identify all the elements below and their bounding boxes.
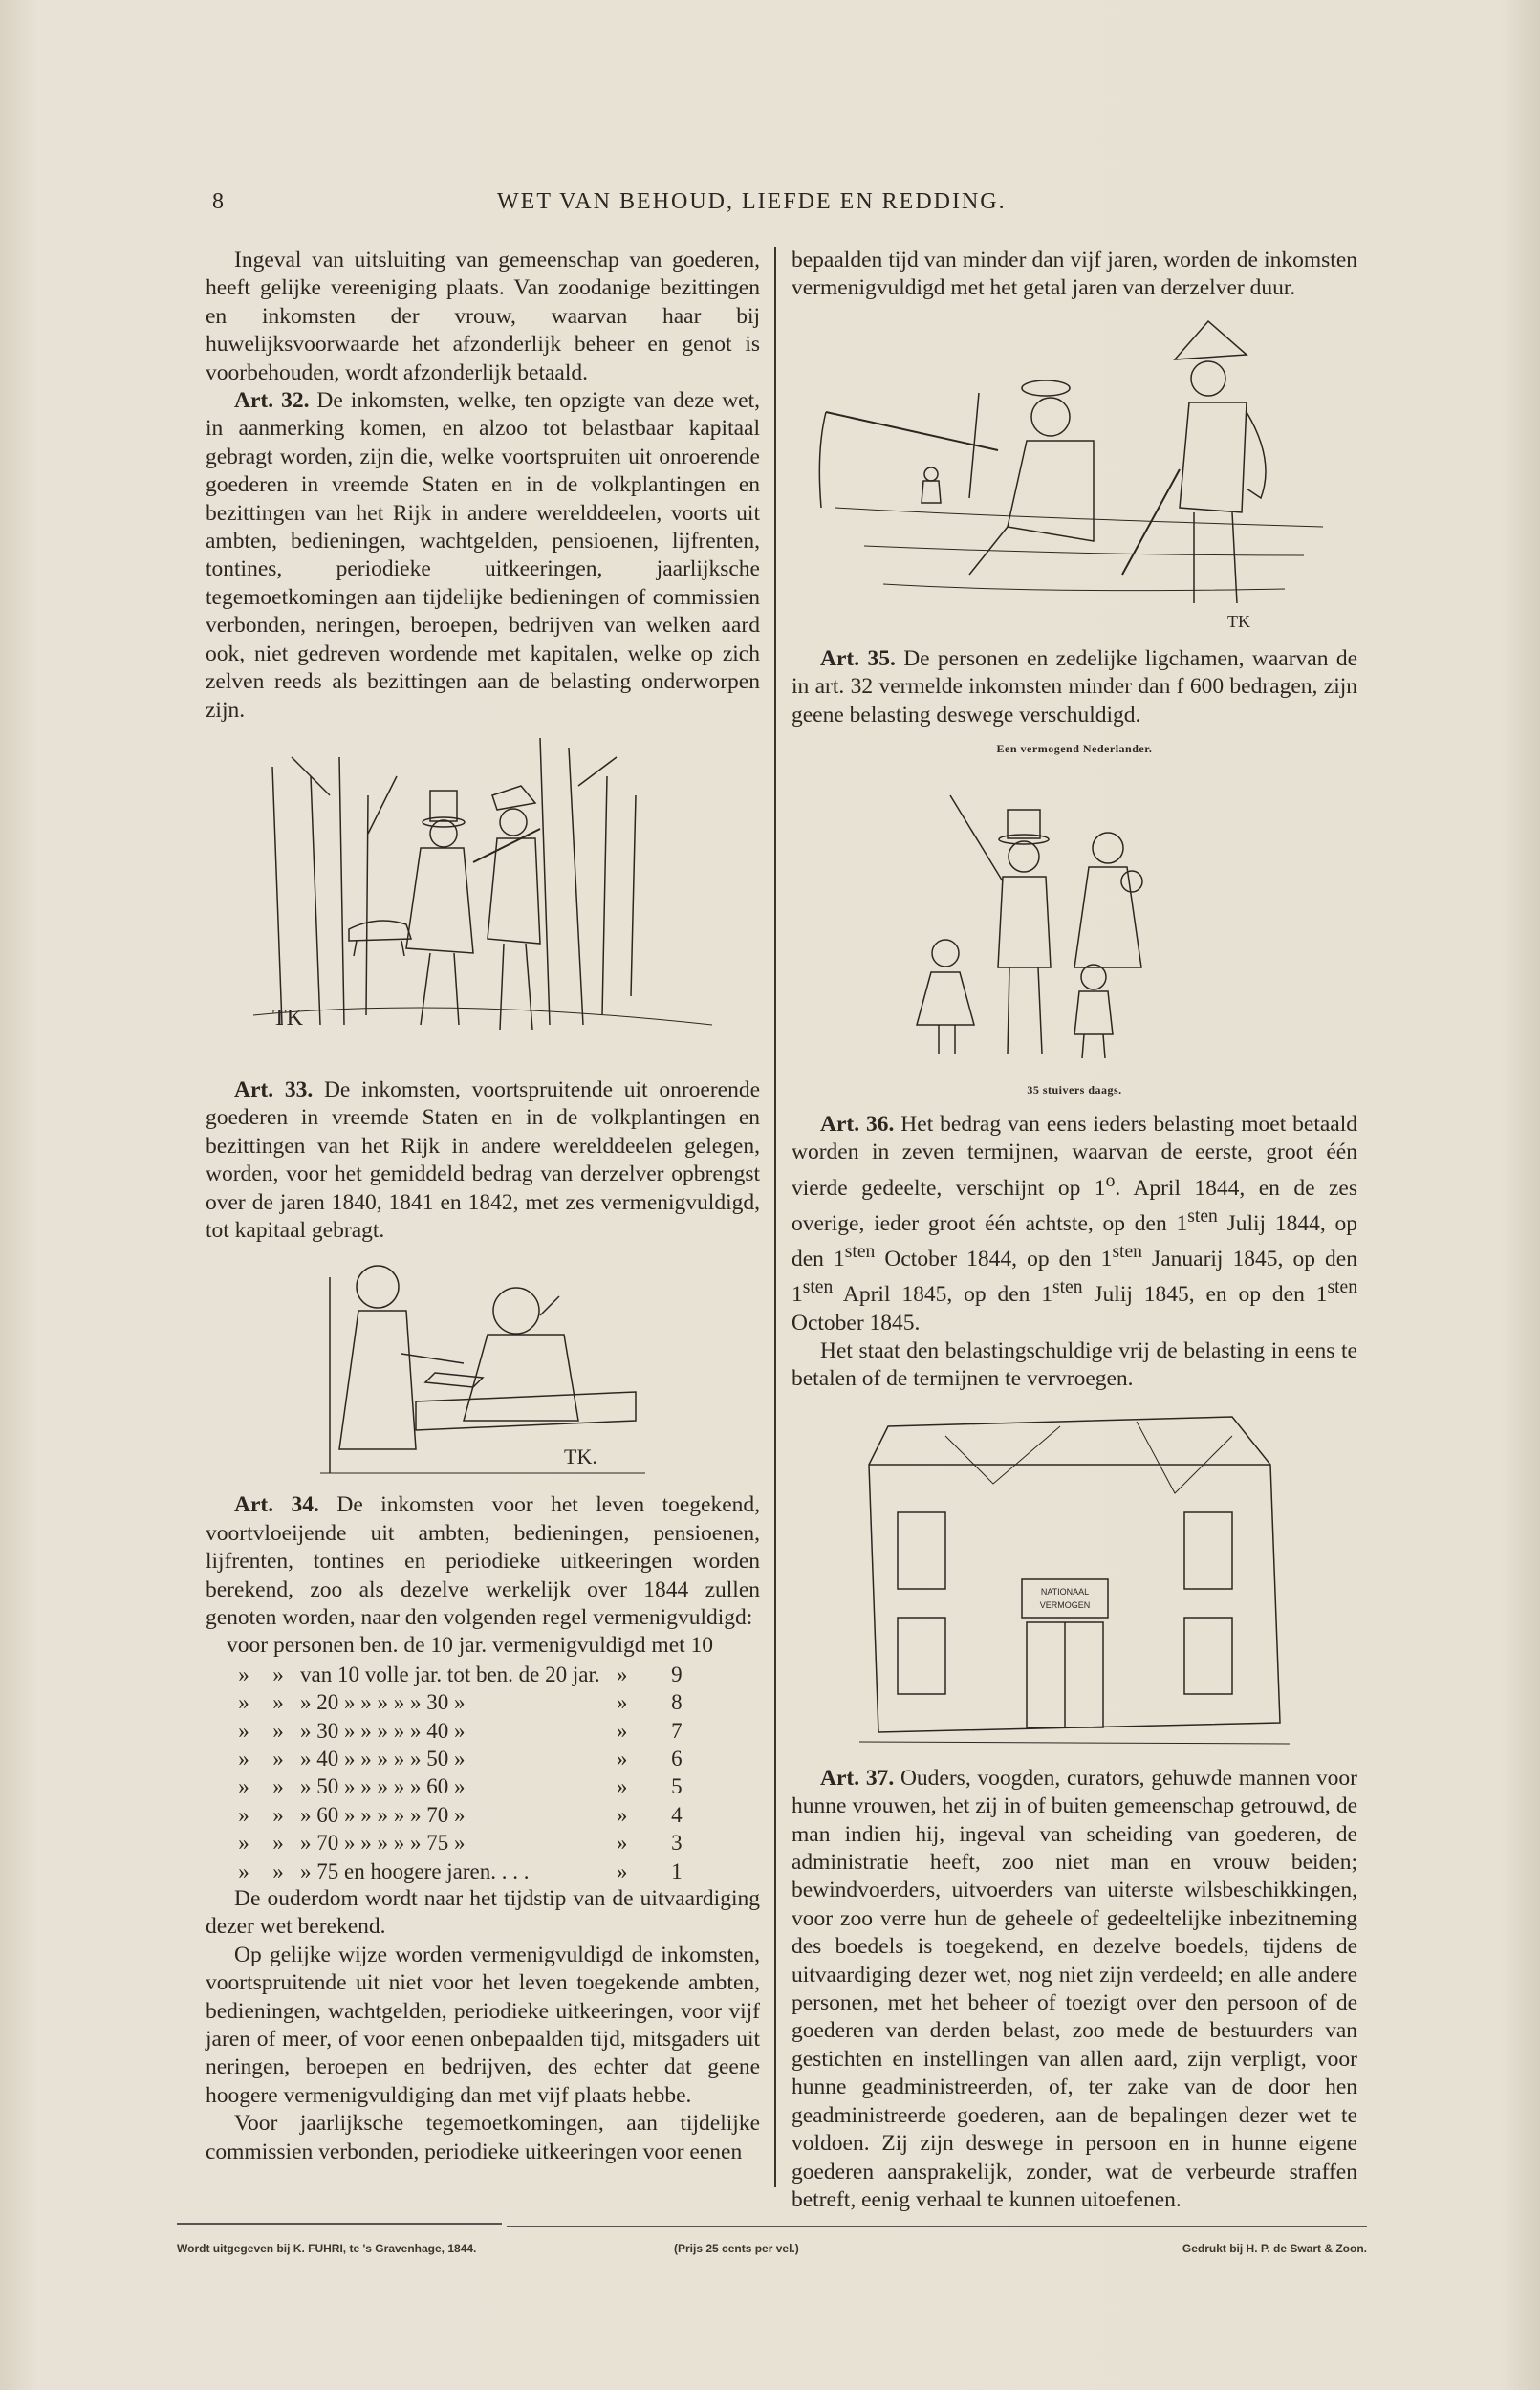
building [869,1417,1280,1732]
paragraph-continued: bepaalden tijd van minder dan vijf jaren, worden de inkomsten vermenigvuldigd met het getal jaren van derzelver duur. [792,248,1357,301]
multiplier: 8 [671,1690,683,1715]
building-sign-line1: NATIONAAL [1040,1586,1090,1597]
illustration-2-signature: TK. [564,1445,597,1469]
multiplier: 1 [671,1858,683,1883]
age-range: van 10 volle jar. tot ben. de 20 jar. [300,1662,600,1686]
paragraph-jaarlijksche: Voor jaarlijksche tegemoetkomingen, aan tijdelijke commissien verbonden, periodieke uitkeeringen voor eenen [206,2111,760,2164]
multiplier: 9 [671,1662,683,1686]
illustration-family [902,776,1247,1063]
article-37-text: Ouders, voogden, curators, gehuwde mannen voor hunne vrouwen, het zij in of buiten gemeenschap getrouwd, de man indien hij, ingeval van scheiding van goederen, de administratie heeft, zoo niet man en vrouw beiden; bewindvoerders, uitvoerders van uiterste wilsbeschikkingen, voor zoo verre hun de geheele of gedeeltelijke inbezitneming des boedels is toegekend, en dezelve boedels, tijdens de uitvaardiging dezer wet, nog niet zijn verdeeld; en alle andere personen, met het beheer of toezigt over den persoon of de goederen van derden belast, zoo mede de bestuurders van gestichten en instellingen van allen aard, zijn verpligt, voor hunne geadministreerden, of, ter zake van de door hen geadministreerde goederen, aan de bepalingen dezer wet te voldoen. Zij zijn deswege in persoon en in hunne eigene goederen aansprakelijk, zonder, wat de verbeurde straffen betreft, eenig verhaal te kunnen uitoefenen. [792,1765,1358,2212]
article-33 [206,1076,760,1245]
standing-man [339,1266,464,1449]
dog [349,921,411,956]
illustration-two-men-in-forest [253,738,712,1063]
multiplier: 3 [671,1831,683,1856]
table-row: » » » 30 » » » » » 40 » » 7 [227,1717,687,1745]
running-head [201,189,1377,228]
footer [177,2242,1367,2263]
illustration-two-men-at-desk [320,1258,645,1478]
multiplier-first-row: voor personen ben. de 10 jar. vermenigvuldigd met 10 [227,1633,714,1659]
building-sign [1022,1579,1108,1618]
father-with-top-hat [950,795,1051,1054]
article-33-label: Art. 33. [234,1076,314,1102]
article-36-label: Art. 36. [820,1111,895,1137]
article-34-text: De inkomsten voor het leven toegekend, voortvloeijende uit ambten, bedieningen, pensioenen, lijfrenten, tontines en periodieke uitkeeringen worden berekend, zoo als dezelve werkelijk over 1844 zullen genoten worden, naar den volgenden regel vermenigvuldigd: [206,1492,761,1630]
multiplier: 7 [671,1718,683,1743]
man-with-top-hat [406,791,473,1025]
running-title: WET VAN BEHOUD, LIEFDE EN REDDING. [497,189,1007,214]
age-range: » 75 en hoogere jaren. . . . [300,1858,530,1883]
multiplier: 4 [671,1802,683,1827]
desk [416,1373,636,1430]
mother-with-baby [1074,833,1142,967]
table-row: » » » 50 » » » » » 60 » » 5 [227,1772,687,1800]
age-range: » 30 » » » » » 40 » [300,1718,466,1743]
seated-fisherman [969,380,1094,575]
boy-child [1074,965,1113,1058]
article-32-label: Art. 32. [234,388,310,414]
table-row: » » » 60 » » » » » 70 » » 4 [227,1801,687,1829]
age-range: » 50 » » » » » 60 » [300,1774,466,1799]
page-number: 8 [212,189,226,214]
article-35-text: De personen en zedelijke ligchamen, waarvan de in art. 32 vermelde inkomsten minder dan f 600 bedragen, zijn geene belasting deswege verschuldigd. [792,645,1358,728]
age-range: » 20 » » » » » 30 » [300,1690,466,1715]
illustration-crumbling-building [850,1407,1299,1751]
illustration-1-signature: TK [272,1005,303,1031]
girl-child [917,940,974,1054]
background-figure [922,467,941,503]
right-column [792,247,1357,2214]
article-35-label: Art. 35. [820,645,896,671]
illustration-3-signature: TK [1227,611,1250,631]
footer-rule-right [507,2226,1367,2227]
multiplier: 5 [671,1774,683,1799]
caption-vermogend-nederlander: Een vermogend Nederlander. [996,742,1153,756]
age-range: » 60 » » » » » 70 » [300,1802,466,1827]
article-34-label: Art. 34. [234,1492,319,1518]
man-with-gun [473,786,540,1030]
fishing-rod [819,393,998,508]
paragraph-staat: Het staat den belastingschuldige vrij de belasting in eens te betalen of de termijnen te vervroegen. [792,1338,1357,1392]
article-35 [792,645,1357,729]
footer-rule-left [177,2223,502,2225]
age-range: » 70 » » » » » 75 » [300,1831,466,1856]
paragraph-gelijke-wijze: Op gelijke wijze worden vermenigvuldigd de inkomsten, voortspruitende uit niet voor het leven toegekende ambten, bedieningen, wachtgelden, periodieke uitkeeringen, voor vijf jaren of meer, of voor eenen onbepaalden tijd, mitsgaders uit neringen, beroepen en bedrijven, des echter dat geene hoogere vermenigvuldiging dan met vijf plaats hebbe. [206,1942,760,2108]
paragraph-intro: Ingeval van uitsluiting van gemeenschap van goederen, heeft gelijke vereeniging plaats. Van zoodanige bezittingen en inkomsten der vrouw, waarvan haar bij huwelijksvoorwaarde het afzonderlijk beheer en genot is voorbehouden, wordt afzonderlijk betaald. [206,248,760,385]
building-sign-line2: VERMOGEN [1039,1599,1091,1610]
footer-publisher: Wordt uitgegeven bij K. FUHRI, te 's Gravenhage, 1844. [177,2242,477,2255]
table-row: » » » 75 en hoogere jaren. . . . » 1 [227,1858,687,1885]
article-32-text: De inkomsten, welke, ten opzigte van deze wet, in aanmerking komen, en alzoo tot belastbaar kapitaal gebragt worden, zijn die, welke voortspruiten uit onroerende goederen in vreemde Staten en in de volkplantingen en bezittingen van het Rijk in andere werelddeelen, voorts uit ambten, bedieningen, wachtgelden, pensioenen, lijfrenten, tontines, periodieke uitkeeringen, jaarlijksche tegemoetkomingen aan tijdelijke bedieningen of commissien verbonden, neringen, beroepen, bedrijven van welken aard ook, niet gedreven wordende met kapitalen, welke op zich zelven reeds als bezittingen aan de belasting onderworpen zijn. [206,388,760,723]
article-34 [206,1491,760,1632]
multiplier: 6 [671,1747,683,1771]
table-row: » » » 20 » » » » » 30 » » 8 [227,1688,687,1716]
article-32 [206,387,760,725]
column-divider [774,247,776,2187]
seated-man [464,1288,578,1421]
paragraph-ouderdom: De ouderdom wordt naar het tijdstip van de uitvaardiging dezer wet berekend. [206,1886,760,1940]
article-37 [792,1765,1357,2215]
footer-price: (Prijs 25 cents per vel.) [674,2242,799,2255]
caption-stuivers-daags: 35 stuivers daags. [1027,1083,1122,1097]
illustration-fisherman-and-official [807,316,1342,632]
table-row: » » van 10 volle jar. tot ben. de 20 jar. » 9 [227,1661,687,1688]
article-33-text: De inkomsten, voortspruitende uit onroerende goederen in vreemde Staten en in de volkplantingen en bezittingen van het Rijk in andere werelddeelen gelegen, worden, voor het gemiddeld bedrag van derzelver opbrengst over de jaren 1840, 1841 en 1842, met zes vermenigvuldigd, tot kapitaal gebragt. [206,1076,761,1243]
table-row: » » » 40 » » » » » 50 » » 6 [227,1745,687,1772]
official-with-bicorne [1122,321,1266,603]
article-36: Art. 36. Het bedrag van eens ieders belasting moet betaald worden in zeven termijnen, waarvan de eerste, groot één vierde gedeelte, verschijnt op 1$^o$. April 1844, en de zes overige, ieder groot één achtste, op den $1^{sten}$ Julij 1844, op den $1^{sten}$ October 1844, op den $1^{sten}$ Januarij 1845, op den $1^{sten}$ April 1845, op den $1^{sten}$ Julij 1845, en op den $1^{sten}$ October 1845. [792,1111,1358,1336]
footer-printer: Gedrukt bij H. P. de Swart & Zoon. [1182,2242,1367,2255]
trees [272,738,636,1025]
multiplier-table [227,1661,687,1885]
table-row: » » » 70 » » » » » 75 » » 3 [227,1829,687,1857]
left-column [206,247,760,2166]
article-37-label: Art. 37. [820,1765,895,1791]
age-range: » 40 » » » » » 50 » [300,1747,466,1771]
